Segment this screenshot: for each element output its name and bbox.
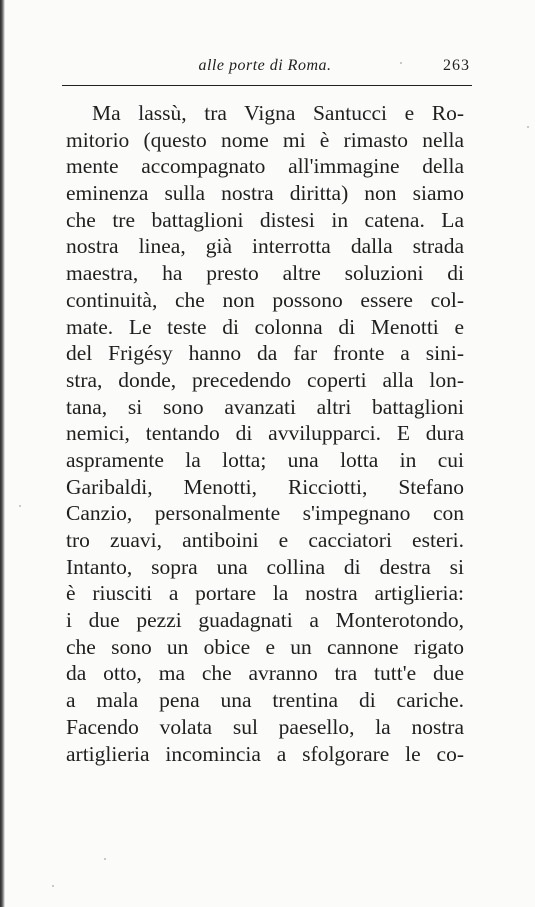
binding-edge: [0, 0, 5, 907]
paper-speck: [19, 505, 21, 507]
text-line: nemici, tentando di avvilupparci. E dura: [66, 421, 464, 446]
text-line: continuità, che non possono essere col-: [66, 287, 464, 312]
text-line: da otto, ma che avranno tra tutt'e due: [66, 661, 464, 686]
text-line: è riusciti a portare la nostra artiglieria:: [66, 581, 464, 606]
text-line: del Frigésy hanno da far fronte a sini-: [66, 341, 464, 366]
text-line: mitorio (questo nome mi è rimasto nella: [66, 127, 464, 152]
text-line: tro zuavi, antiboini e cacciatori esteri.: [66, 528, 464, 552]
text-line: aspramente la lotta; una lotta in cui: [66, 447, 464, 472]
body-text: [66, 100, 464, 767]
text-line: Canzio, personalmente s'impegnano con: [66, 501, 464, 526]
text-line: maestra, ha presto altre soluzioni di: [66, 261, 464, 286]
text-line: tana, si sono avanzati altri battaglioni: [66, 394, 464, 419]
text-line: eminenza sulla nostra diritta) non siamo: [66, 181, 464, 206]
text-line: mente accompagnato all'immagine della: [66, 154, 464, 179]
running-head: [60, 57, 470, 81]
text-line: Facendo volata sul paesello, la nostra: [66, 714, 464, 739]
text-line: Ma lassù, tra Vigna Santucci e Ro-: [92, 101, 464, 125]
text-line: i due pezzi guadagnati a Monterotondo,: [66, 608, 464, 633]
text-line: Intanto, sopra una collina di destra si: [66, 554, 464, 579]
text-line: nostra linea, già interrotta dalla strada: [66, 234, 464, 259]
text-line: artiglieria incomincia a sfolgorare le co-: [66, 741, 464, 766]
paper-speck: [400, 62, 402, 64]
running-title: alle porte di Roma.: [198, 57, 332, 74]
text-line: che tre battaglioni distesi in catena. La: [66, 207, 464, 232]
text-line: mate. Le teste di colonna di Menotti e: [66, 314, 464, 339]
paper-speck: [527, 126, 529, 128]
text-line: che sono un obice e un cannone rigato: [66, 634, 464, 659]
text-line: a mala pena una trentina di cariche.: [66, 688, 464, 713]
text-line: Garibaldi, Menotti, Ricciotti, Stefano: [66, 474, 464, 499]
text-line: stra, donde, precedendo coperti alla lon-: [66, 367, 464, 392]
page-number: 263: [443, 57, 470, 74]
header-rule: [62, 85, 472, 86]
paper-speck: [104, 858, 106, 860]
paper-speck: [52, 885, 54, 887]
